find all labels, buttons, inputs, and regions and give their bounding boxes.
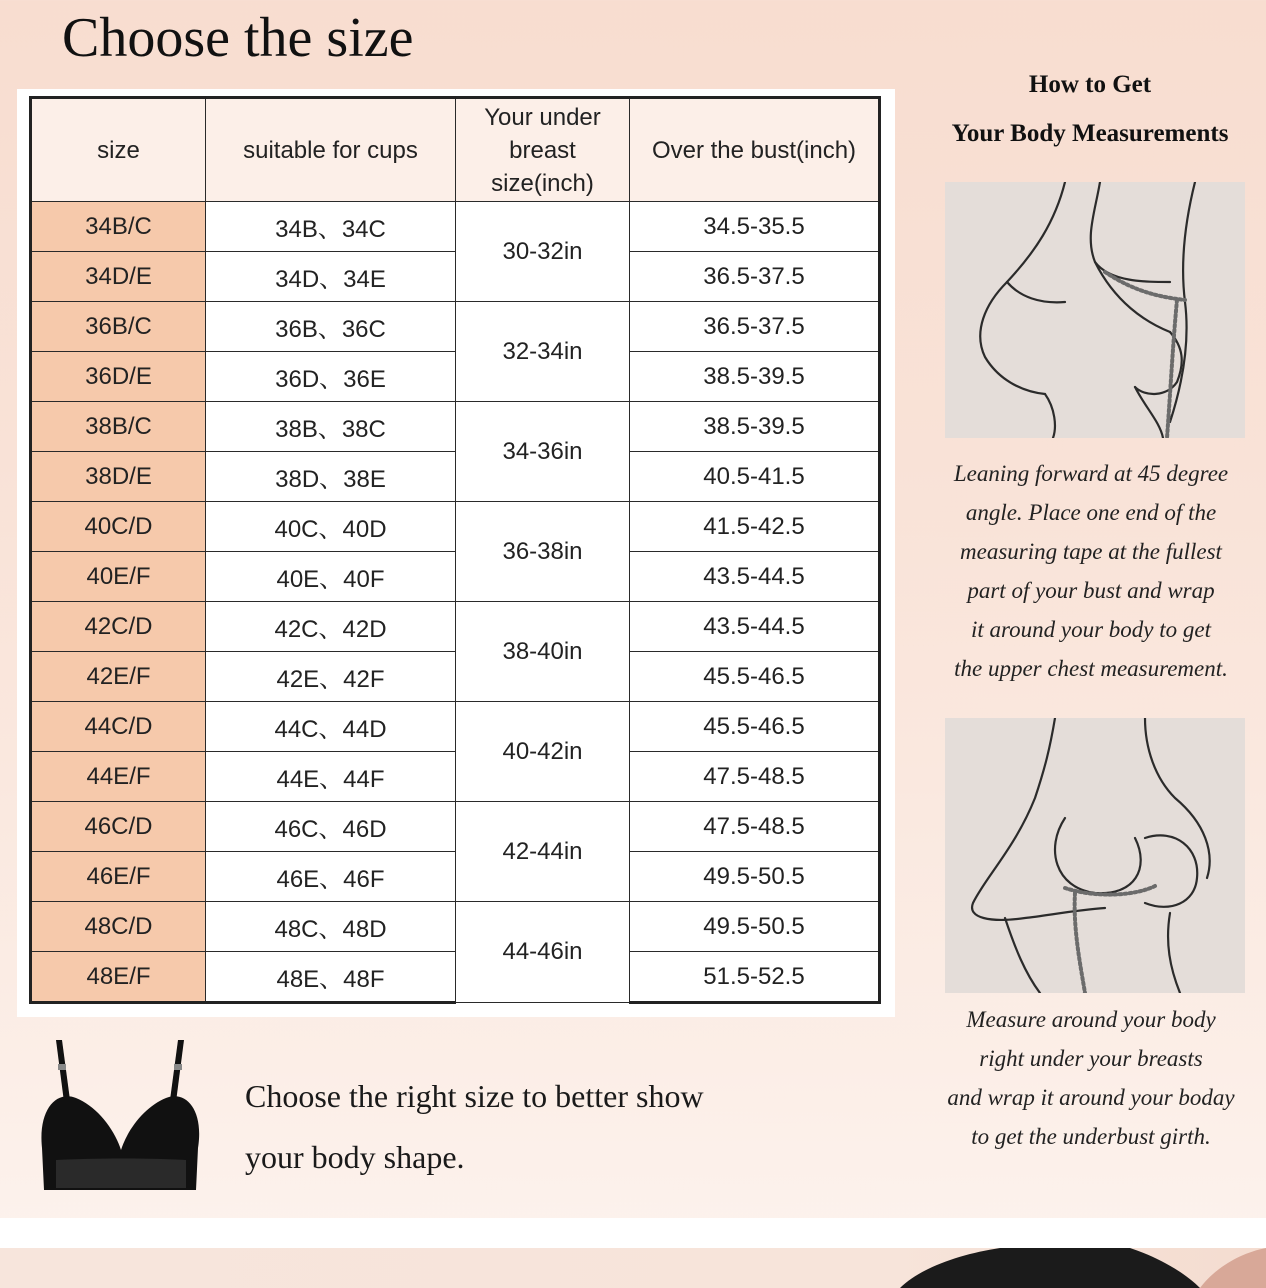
overbust-cell: 45.5-46.5 [630,652,880,702]
underbust-cell: 40-42in [456,702,630,802]
bust-caption-line: part of your bust and wrap [967,578,1215,603]
overbust-cell: 38.5-39.5 [630,402,880,452]
table-header-row [31,98,880,202]
cups-cell: 48C、48D [206,902,456,952]
size-cell: 46C/D [31,802,206,852]
table-row [31,702,880,752]
cups-cell: 42C、42D [206,602,456,652]
size-cell: 38B/C [31,402,206,452]
overbust-cell: 47.5-48.5 [630,752,880,802]
cups-cell: 38D、38E [206,452,456,502]
bottom-message-line1: Choose the right size to better show [245,1078,704,1114]
table-row [31,752,880,802]
size-cell: 34D/E [31,252,206,302]
bottom-message [245,1066,704,1188]
underbust-cell: 34-36in [456,402,630,502]
underbust-cell: 30-32in [456,202,630,302]
table-row [31,252,880,302]
size-cell: 44C/D [31,702,206,752]
size-cell: 42E/F [31,652,206,702]
overbust-cell: 38.5-39.5 [630,352,880,402]
size-cell: 48E/F [31,952,206,1003]
underbust-caption-line: right under your breasts [979,1046,1203,1071]
table-row [31,452,880,502]
bust-measure-caption [911,454,1266,688]
table-row [31,302,880,352]
cups-cell: 44E、44F [206,752,456,802]
underbust-cell: 32-34in [456,302,630,402]
bust-caption-line: the upper chest measurement. [954,656,1228,681]
overbust-cell: 49.5-50.5 [630,852,880,902]
overbust-cell: 36.5-37.5 [630,302,880,352]
next-section-band [0,1248,1266,1288]
bra-product-image [36,1040,206,1192]
header-size: size [31,98,206,202]
table-row [31,202,880,252]
bust-measure-illustration [945,182,1245,438]
measure-heading-line1: How to Get [1028,71,1152,98]
overbust-cell: 34.5-35.5 [630,202,880,252]
underbust-cell: 36-38in [456,502,630,602]
table-row [31,552,880,602]
cups-cell: 36D、36E [206,352,456,402]
size-chart-table [29,96,881,1004]
table-row [31,502,880,552]
cups-cell: 38B、38C [206,402,456,452]
table-row [31,902,880,952]
overbust-cell: 36.5-37.5 [630,252,880,302]
overbust-cell: 43.5-44.5 [630,552,880,602]
underbust-caption-line: to get the underbust girth. [971,1124,1211,1149]
cups-cell: 34D、34E [206,252,456,302]
size-cell: 38D/E [31,452,206,502]
cups-cell: 40E、40F [206,552,456,602]
cups-cell: 44C、44D [206,702,456,752]
table-row [31,652,880,702]
size-cell: 40E/F [31,552,206,602]
underbust-caption-line: Measure around your body [966,1007,1216,1032]
cups-cell: 40C、40D [206,502,456,552]
overbust-cell: 47.5-48.5 [630,802,880,852]
cups-cell: 46C、46D [206,802,456,852]
bust-caption-line: it around your body to get [971,617,1211,642]
cups-cell: 48E、48F [206,952,456,1003]
underbust-measure-illustration [945,718,1245,993]
bottom-message-line2: your body shape. [245,1139,465,1175]
bust-caption-line: measuring tape at the fullest [960,539,1222,564]
overbust-cell: 49.5-50.5 [630,902,880,952]
underbust-cell: 42-44in [456,802,630,902]
table-row [31,802,880,852]
cups-cell: 34B、34C [206,202,456,252]
size-cell: 42C/D [31,602,206,652]
overbust-cell: 40.5-41.5 [630,452,880,502]
table-row [31,952,880,1003]
header-overbust: Over the bust(inch) [630,98,880,202]
section-divider [0,1218,1266,1248]
bust-caption-line: Leaning forward at 45 degree [953,461,1229,486]
header-cups: suitable for cups [206,98,456,202]
size-cell: 48C/D [31,902,206,952]
underbust-cell: 38-40in [456,602,630,702]
size-cell: 36D/E [31,352,206,402]
cups-cell: 46E、46F [206,852,456,902]
underbust-cell: 44-46in [456,902,630,1003]
size-cell: 36B/C [31,302,206,352]
size-cell: 34B/C [31,202,206,252]
underbust-measure-caption [911,1000,1266,1156]
measure-heading [915,60,1265,158]
size-cell: 44E/F [31,752,206,802]
cups-cell: 36B、36C [206,302,456,352]
table-row [31,602,880,652]
size-cell: 40C/D [31,502,206,552]
header-underbust [456,98,630,202]
overbust-cell: 43.5-44.5 [630,602,880,652]
overbust-cell: 45.5-46.5 [630,702,880,752]
underbust-caption-line: and wrap it around your boday [947,1085,1235,1110]
cups-cell: 42E、42F [206,652,456,702]
table-row [31,352,880,402]
table-row [31,852,880,902]
hair-photo-edge [0,1248,1266,1288]
page-title: Choose the size [62,7,414,69]
size-cell: 46E/F [31,852,206,902]
header-underbust-label: Your under breast size(inch) [484,103,601,197]
overbust-cell: 51.5-52.5 [630,952,880,1003]
table-row [31,402,880,452]
bust-caption-line: angle. Place one end of the [965,500,1217,525]
overbust-cell: 41.5-42.5 [630,502,880,552]
measure-heading-line2: Your Body Measurements [951,120,1229,147]
